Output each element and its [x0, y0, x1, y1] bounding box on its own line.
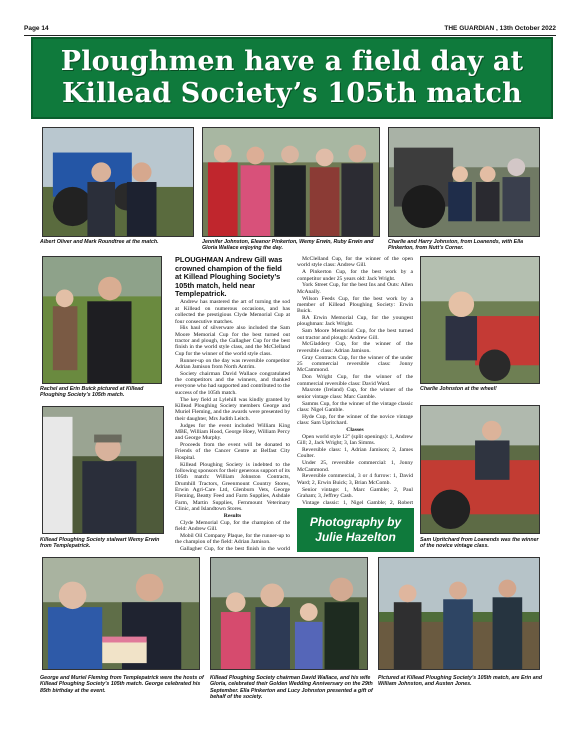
article-paragraph: Senior vintage: 1, Marc Gamble; 2, Paul Graham; 3, Jeffrey Cash. — [297, 486, 413, 499]
photo-johnston-jones — [378, 557, 540, 670]
headline-line1: Ploughmen have a field day at — [60, 46, 524, 77]
article-paragraph: Hyde Cup, for the winner of the novice vintage class: Sam Upritchard. — [297, 413, 413, 427]
article-paragraph: Killead Ploughing Society is indebted to the following sponsors for their generous support of its 105th match: William Johnston Contracts, Drumhill Tractors, Greenmount Country Stores, Erwin Agri-Care Ltd, Glenburn Vets, George Fleming, Beatty Feed and Farm Supplies, Ashdale Farm, Martin Supplies, Fernmount Veterinary Clinic, and Islandtown Stores. — [175, 461, 290, 512]
article-paragraph: His haul of silverware also included the Sam Moore Memorial Cup for the best turned out tractor and plough, the Gallagher Cup for the best finish in the world style class, and the McClelland Cup for the winner of the world style class. — [175, 325, 290, 357]
article-paragraph: Runner-up on the day was reversible competitor Adrian Jamison from North Antrim. — [175, 357, 290, 370]
article-paragraph: York Street Cup, for the best Ins and Outs: Allen McAnally. — [297, 282, 413, 295]
caption-rachel-erin: Rachel and Erin Buick pictured at Killead Ploughing Society’s 105th match. — [40, 386, 144, 399]
article-paragraph: RA Erwin Memorial Cup, for the youngest ploughman: Jack Wright. — [297, 315, 413, 328]
caption-george-muriel: George and Muriel Fleming from Templepatrick were the hosts of Killead Ploughing Society’s 105th match. George celebrated his 85th birthday at the event. — [40, 675, 204, 694]
credit-line2: Julie Hazelton — [315, 530, 396, 544]
photo-wemy-erwin — [42, 406, 164, 534]
photo-children-tractor — [388, 127, 540, 237]
article-paragraph: The key field at Lylehill was kindly granted by Killead Ploughing Society members George and Muriel Fleming, and the awards were presented by their daughter, Mrs Judith Leitch. — [175, 396, 290, 422]
article-paragraph: Society chairman David Wallace congratulated the competitors and the winners, and thanked everyone who had supported and contributed to the success of the 105th match. — [175, 370, 290, 396]
article-paragraph: Don Wright Cup, for the winner of the commercial reversible class: David Ward. — [297, 374, 413, 387]
header-rule — [24, 35, 556, 36]
page-header — [24, 23, 556, 35]
results-heading: Results — [223, 512, 242, 519]
article-paragraph: Mobil Oil Company Plaque, for the runner-up to the champion of the field: Adrian Jamison. — [175, 532, 290, 546]
article-paragraph: Gray Contracts Cup, for the winner of the under 25 commercial reversible class: Jonny McCammond. — [297, 354, 413, 374]
headline-banner — [31, 37, 553, 119]
photo-group-ladies — [202, 127, 380, 237]
article-column-1 — [175, 256, 290, 552]
photo-wallace-anniversary — [210, 557, 368, 670]
page-number: Page 14 — [24, 25, 49, 32]
article-paragraph: Proceeds from the event will be donated to Friends of the Cancer Centre at Belfast City Hospital. — [175, 442, 290, 461]
article-paragraph: Andrew has mastered the art of turning the sod at Killead on numerous occasions, and has collected the prestigious Clyde Memorial Cup at four consecutive matches. — [175, 299, 290, 325]
article-column-2 — [297, 256, 413, 506]
photo-albert-mark — [42, 127, 194, 237]
caption-wemy-erwin: Killead Ploughing Society stalwart Wemy Erwin from Templepatrick. — [40, 537, 160, 550]
caption-sam-upritchard: Sam Upritchard from Loanends was the winner of the novice vintage class. — [420, 537, 539, 550]
article-paragraph: Vintage classic: 1, Nigel Gamble; 2, Robert — [302, 499, 413, 506]
caption-wallace-anniversary: Killead Ploughing Society chairman David Wallace, and his wife Gloria, celebrated their Golden Wedding Anniversary on the 29th September. Ella Pinkerton and Lucy Johnston presented a gift of behalf of the society. — [210, 675, 373, 701]
credit-line1: Photography by — [309, 515, 402, 529]
article-paragraph: McClelland Cup, for the winner of the open world style class: Andrew Gill. — [297, 256, 413, 269]
photo-sam-upritchard — [420, 405, 540, 534]
article-paragraph: Under 25, reversible commercial: 1, Jonny McCammond. — [297, 460, 413, 473]
photo-rachel-erin — [42, 256, 162, 384]
article-paragraph: Judges for the event included William King MBE, William Hood, George Hoey, William Percy and George Murphy. — [175, 422, 290, 442]
article-paragraph: Samms Cup, for the winner of the vintage classic class: Nigel Gamble. — [297, 400, 413, 413]
article-paragraph: Reversible class: 1, Adrian Jamison; 2, James Coulter. — [297, 446, 413, 460]
article-paragraph: Open world style 12" (split openings): 1, Andrew Gill; 2, Jack Wright; 3, Ian Simms. — [297, 433, 413, 447]
headline-line2: Killead Society’s 105th match — [62, 78, 522, 109]
photo-george-muriel — [42, 557, 200, 670]
caption-charlie-wheel: Charlie Johnston at the wheel! — [420, 386, 497, 392]
caption-albert-mark: Albert Oliver and Mark Roundtree at the match. — [40, 239, 159, 245]
publication-date: THE GUARDIAN , 13th October 2022 — [444, 25, 556, 32]
caption-group-ladies: Jennifer Johnston, Eleanor Pinkerton, Wemy Erwin, Ruby Erwin and Gloria Wallace enjoying the day. — [202, 239, 374, 252]
article-paragraph: Gallagher Cup, for the best finish in the world — [180, 546, 290, 552]
article-paragraph: Clyde Memorial Cup, for the champion of the field: Andrew Gill. — [175, 519, 290, 532]
photo-charlie-wheel — [420, 256, 540, 384]
article-paragraph: Reversible commercial, 3 or 4 furrow: 1, David Ward; 2, Erwin Buick; 3, Brian McComb. — [297, 473, 413, 486]
article-lead: PLOUGHMAN Andrew Gill was crowned champion of the field at Killead Ploughing Society’s 105th match, held near Templepatrick. — [175, 256, 283, 299]
article-paragraph: Wilson Feeds Cup, for the best work by a member of Killead Ploughing Society: Erwin Buick. — [297, 295, 413, 315]
article-paragraph: McGladdery Cup, for the winner of the reversible class: Adrian Jamison. — [297, 341, 413, 354]
article-paragraph: Sam Moore Memorial Cup, for the best turned out tractor and plough: Andrew Gill. — [297, 328, 413, 341]
article-paragraph: A Pinkerton Cup, for the best work by a competitor under 25 years old: Jack Wright. — [297, 269, 413, 282]
headline — [61, 46, 524, 110]
photography-credit — [297, 508, 414, 552]
caption-johnston-jones: Pictured at Killead Ploughing Society’s 105th match, are Erin and William Johnston, and Austen Jones. — [378, 675, 543, 688]
article-paragraph: Maxrote (Ireland) Cup, for the winner of the senior vintage class: Marc Gamble. — [297, 387, 413, 400]
classes-heading: Classes — [346, 426, 364, 433]
caption-children-tractor: Charlie and Harry Johnston, from Loanends, with Ella Pinkerton, from Nutt’s Corner. — [388, 239, 524, 252]
